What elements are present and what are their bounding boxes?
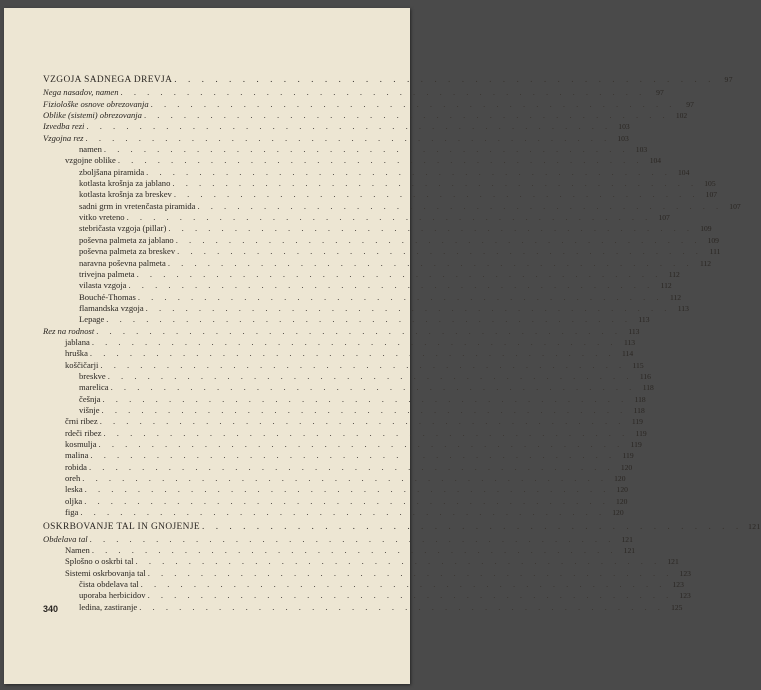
toc-entry-page: 121 [667,557,679,567]
toc-entry-title: Splošno o oskrbi tal [65,556,134,567]
toc-entry-page: 112 [669,292,682,302]
toc-entry-page: 115 [632,360,644,370]
toc-entry-title: kosmulja [65,439,97,449]
toc-entry-title: Fiziološke osnove obrezovanja [43,98,149,109]
toc-entry-title: Bouché-Thomas [79,291,136,302]
toc-entry-title: hruška [65,348,88,359]
toc-entry-page: 113 [677,303,689,313]
toc-entry [43,556,679,567]
toc-entry [43,132,629,144]
toc-leader-dots: . . . . . . . . . . . . . . . . . . . . . . . . . . . . . . . . . . . . . . . . [91,336,618,347]
table-of-contents [43,74,761,613]
toc-entry-page: 113 [638,315,650,325]
toc-entry [43,348,634,359]
toc-leader-dots: . . . . . . . . . . . . . . . . . . . . . . . . . . . . . . . . . . . . . . . . [85,132,611,143]
toc-entry-title: figa [65,507,79,518]
toc-entry-page: 116 [639,371,651,381]
page-number: 340 [43,604,59,614]
toc-entry [43,234,719,246]
toc-leader-dots: . . . . . . . . . . . . . . . . . . . . . . . . . . . . . . . . . . . . . . . . [84,484,610,495]
toc-entry-page: 120 [612,508,624,518]
toc-entry [43,144,648,155]
toc-leader-dots: . . . . . . . . . . . . . . . . . . . . . . . . . . . . . . . . . . . . . . . . [84,495,610,506]
toc-entry-title: Vzgojna rez [43,132,84,143]
toc-entry-page: 107 [705,190,718,200]
toc-entry [43,545,636,556]
toc-entry-page: 102 [675,111,688,121]
toc-entry [43,155,662,166]
toc-leader-dots: . . . . . . . . . . . . . . . . . . . . . . . . . . . . . . . . . . . . . . . . [174,75,715,85]
toc-entry-page: 109 [707,235,719,245]
toc-entry-page: 104 [678,167,690,177]
toc-entry [43,223,712,234]
toc-entry [43,178,716,189]
toc-entry-title: poševna palmeta za breskev [79,246,176,257]
toc-leader-dots: . . . . . . . . . . . . . . . . . . . . . . . . . . . . . . . . . . . . . . . . [145,302,671,313]
toc-entry-title: kotlasta krošnja za breskev [79,189,172,200]
toc-entry [43,521,761,533]
toc-entry-title: marelica [79,382,109,393]
toc-entry [43,473,626,484]
toc-entry-page: 97 [724,75,733,84]
toc-entry-title: črni ribez [65,416,98,427]
toc-entry [43,74,733,85]
toc-entry-page: 107 [729,201,741,211]
toc-entry-page: 121 [623,546,636,556]
toc-entry-title: Izvedba rezi [43,121,85,132]
toc-entry-title: uporaba herbicidov [79,590,146,601]
toc-entry-page: 118 [642,383,654,393]
toc-leader-dots: . . . . . . . . . . . . . . . . . . . . . . . . . . . . . . . . . . . . . . . . [168,223,694,234]
toc-entry-page: 121 [748,522,761,532]
toc-leader-dots: . . . . . . . . . . . . . . . . . . . . . . . . . . . . . . . . . . . . . . . . [136,268,662,279]
toc-leader-dots: . . . . . . . . . . . . . . . . . . . . . . . . . . . . . . . . . . . . . . . . [135,556,661,567]
toc-entry-page: 120 [616,485,628,495]
toc-entry [43,404,645,416]
toc-entry [43,166,690,178]
toc-entry-title: trivejna palmeta [79,268,135,279]
toc-entry-title: vilasta vzgoja [79,280,127,291]
toc-entry-page: 104 [649,156,662,166]
toc-entry-title: višnje [79,404,100,415]
toc-leader-dots: . . . . . . . . . . . . . . . . . . . . . . . . . . . . . . . . . . . . . . . . [88,461,615,472]
toc-entry-page: 112 [699,258,712,268]
toc-entry [43,302,689,314]
toc-leader-dots: . . . . . . . . . . . . . . . . . . . . . . . . . . . . . . . . . . . . . . . . [106,314,632,325]
toc-entry-title: VZGOJA SADNEGA DREVJA [43,75,173,85]
toc-leader-dots: . . . . . . . . . . . . . . . . . . . . . . . . . . . . . . . . . . . . . . . . [173,189,700,200]
toc-entry-page: 118 [634,394,646,404]
toc-leader-dots: . . . . . . . . . . . . . . . . . . . . . . . . . . . . . . . . . . . . . . . . [102,393,628,404]
toc-entry [43,87,664,98]
toc-entry-page: 121 [621,534,633,544]
toc-entry-page: 120 [614,474,626,484]
toc-entry [43,110,688,121]
toc-entry-page: 113 [628,326,640,336]
toc-entry-title: flamandska vzgoja [79,302,144,313]
toc-entry [43,427,647,439]
toc-entry [43,98,694,110]
toc-entry [43,382,654,393]
toc-entry-page: 125 [671,602,683,612]
toc-entry-page: 114 [622,349,634,359]
toc-entry-page: 123 [679,591,691,601]
toc-leader-dots: . . . . . . . . . . . . . . . . . . . . . . . . . . . . . . . . . . . . . . . . [96,325,622,336]
toc-entry [43,590,691,601]
toc-entry [43,495,628,507]
toc-entry [43,461,633,473]
toc-entry [43,280,672,291]
toc-entry [43,416,643,427]
toc-leader-dots: . . . . . . . . . . . . . . . . . . . . . . . . . . . . . . . . . . . . . . . . [128,280,654,291]
toc-entry-title: Lepage [79,314,105,325]
toc-entry-title: poševna palmeta za jablano [79,234,174,245]
toc-entry-page: 118 [633,405,645,415]
toc-leader-dots: . . . . . . . . . . . . . . . . . . . . . . . . . . . . . . . . . . . . . . . . [150,98,676,109]
toc-leader-dots: . . . . . . . . . . . . . . . . . . . . . . . . . . . . . . . . . . . . . . . . [120,87,646,98]
toc-leader-dots: . . . . . . . . . . . . . . . . . . . . . . . . . . . . . . . . . . . . . . . . [86,121,612,132]
toc-entry [43,359,644,371]
toc-entry-page: 105 [704,179,716,189]
toc-entry [43,314,650,325]
toc-entry-title: robida [65,461,87,472]
toc-entry-page: 119 [630,440,642,449]
toc-entry-page: 119 [635,428,647,438]
toc-leader-dots: . . . . . . . . . . . . . . . . . . . . . . . . . . . . . . . . . . . . . . . . [117,155,644,166]
toc-entry-title: leska [65,484,83,495]
toc-entry [43,370,651,382]
toc-leader-dots: . . . . . . . . . . . . . . . . . . . . . . . . . . . . . . . . . . . . . . . . [140,579,666,590]
toc-entry-page: 107 [658,213,670,223]
toc-entry-title: vzgojne oblike [65,155,116,166]
toc-leader-dots: . . . . . . . . . . . . . . . . . . . . . . . . . . . . . . . . . . . . . . . . [197,200,723,211]
toc-entry-title: češnja [79,393,101,404]
toc-entry [43,450,634,461]
toc-entry [43,336,636,348]
toc-entry-title: Nega nasadov, namen [43,87,119,98]
toc-entry-title: jablana [65,336,90,347]
toc-leader-dots: . . . . . . . . . . . . . . . . . . . . . . . . . . . . . . . . . . . . . . . . [80,507,606,518]
toc-entry-title: malina [65,450,89,461]
toc-entry [43,533,633,545]
toc-entry [43,507,624,518]
toc-leader-dots: . . . . . . . . . . . . . . . . . . . . . . . . . . . . . . . . . . . . . . . . [139,601,665,612]
toc-leader-dots: . . . . . . . . . . . . . . . . . . . . . . . . . . . . . . . . . . . . . . . . [147,590,673,601]
toc-leader-dots: . . . . . . . . . . . . . . . . . . . . . . . . . . . . . . . . . . . . . . . . [167,257,694,268]
toc-entry-title: naravna poševna palmeta [79,257,166,268]
toc-leader-dots: . . . . . . . . . . . . . . . . . . . . . . . . . . . . . . . . . . . . . . . . [110,382,636,393]
toc-entry-title: koščičarji [65,359,99,370]
toc-entry-page: 119 [622,451,634,461]
toc-leader-dots: . . . . . . . . . . . . . . . . . . . . . . . . . . . . . . . . . . . . . . . . [90,450,616,461]
toc-leader-dots: . . . . . . . . . . . . . . . . . . . . . . . . . . . . . . . . . . . . . . . . [147,567,673,578]
toc-leader-dots: . . . . . . . . . . . . . . . . . . . . . . . . . . . . . . . . . . . . . . . . [101,404,627,415]
toc-entry-page: 123 [672,580,684,590]
toc-entry-page: 97 [686,99,694,109]
toc-entry-title: Sistemi oskrbovanja tal [65,567,146,578]
toc-entry [43,439,642,450]
toc-leader-dots: . . . . . . . . . . . . . . . . . . . . . . . . . . . . . . . . . . . . . . . . [82,473,608,484]
toc-entry-title: breskve [79,370,106,381]
toc-entry-title: OSKRBOVANJE TAL IN GNOJENJE [43,522,201,533]
toc-leader-dots: . . . . . . . . . . . . . . . . . . . . . . . . . . . . . . . . . . . . . . . . [89,533,615,544]
toc-entry-page: 112 [660,281,672,291]
toc-entry-page: 103 [635,145,648,155]
toc-entry-page: 103 [617,133,629,143]
toc-entry [43,121,630,132]
toc-entry [43,291,682,303]
toc-entry [43,325,640,337]
toc-leader-dots: . . . . . . . . . . . . . . . . . . . . . . . . . . . . . . . . . . . . . . . . [91,545,618,556]
toc-entry [43,246,721,257]
toc-leader-dots: . . . . . . . . . . . . . . . . . . . . . . . . . . . . . . . . . . . . . . . . [177,246,703,257]
toc-entry [43,567,691,579]
toc-entry-page: 112 [668,269,680,279]
toc-entry [43,212,670,223]
toc-leader-dots: . . . . . . . . . . . . . . . . . . . . . . . . . . . . . . . . . . . . . . . . [89,348,616,359]
toc-entry [43,484,628,495]
toc-leader-dots: . . . . . . . . . . . . . . . . . . . . . . . . . . . . . . . . . . . . . . . . [107,370,633,381]
toc-leader-dots: . . . . . . . . . . . . . . . . . . . . . . . . . . . . . . . . . . . . . . . . [100,359,626,370]
toc-entry-title: vitko vreteno [79,212,125,223]
book-page [4,8,761,684]
toc-entry [43,579,684,590]
toc-leader-dots: . . . . . . . . . . . . . . . . . . . . . . . . . . . . . . . . . . . . . . . . [103,144,630,155]
toc-entry-title: Namen [65,545,90,556]
toc-entry [43,601,683,613]
toc-entry-title: sadni grm in vretenčasta piramida [79,200,196,211]
toc-leader-dots: . . . . . . . . . . . . . . . . . . . . . . . . . . . . . . . . . . . . . . . . [98,439,624,449]
toc-leader-dots: . . . . . . . . . . . . . . . . . . . . . . . . . . . . . . . . . . . . . . . . [126,212,652,223]
toc-leader-dots: . . . . . . . . . . . . . . . . . . . . . . . . . . . . . . . . . . . . . . . . [99,416,625,427]
toc-entry [43,268,680,280]
toc-entry-page: 120 [620,462,633,472]
toc-entry [43,393,646,405]
toc-entry-title: Oblike (sistemi) obrezovanja [43,110,142,121]
toc-entry-title: čista obdelava tal [79,579,139,590]
toc-leader-dots: . . . . . . . . . . . . . . . . . . . . . . . . . . . . . . . . . . . . . . . . [143,110,670,121]
toc-entry-page: 109 [700,224,712,234]
toc-entry-title: ledina, zastiranje [79,601,138,612]
toc-leader-dots: . . . . . . . . . . . . . . . . . . . . . . . . . . . . . . . . . . . . . . . . [175,234,701,245]
toc-leader-dots: . . . . . . . . . . . . . . . . . . . . . . . . . . . . . . . . . . . . . . . . [103,427,629,438]
toc-leader-dots: . . . . . . . . . . . . . . . . . . . . . . . . . . . . . . . . . . . . . . . . [137,291,664,302]
toc-entry [43,200,741,212]
toc-leader-dots: . . . . . . . . . . . . . . . . . . . . . . . . . . . . . . . . . . . . . . . . [146,166,672,177]
toc-entry-title: rdeči ribez [65,427,102,438]
toc-entry-title: Rez na rodnost [43,325,95,336]
toc-entry-title: stebričasta vzgoja (pillar) [79,223,167,234]
toc-entry-page: 120 [616,496,628,506]
toc-entry-page: 119 [631,417,643,427]
toc-entry-page: 103 [618,122,630,132]
toc-leader-dots: . . . . . . . . . . . . . . . . . . . . . . . . . . . . . . . . . . . . . . . . [172,178,698,189]
toc-entry-page: 97 [656,88,664,98]
toc-entry-title: oreh [65,473,81,484]
toc-entry-page: 113 [623,337,636,347]
toc-entry-title: kotlasta krošnja za jablano [79,178,171,189]
toc-entry-title: oljka [65,495,83,506]
toc-entry-title: zboljšana piramida [79,166,145,177]
toc-leader-dots: . . . . . . . . . . . . . . . . . . . . . . . . . . . . . . . . . . . . . . . . [202,522,743,533]
toc-entry-title: namen [79,144,102,155]
toc-entry [43,257,712,269]
toc-entry-page: 111 [709,247,721,257]
toc-entry [43,189,718,200]
toc-entry-page: 123 [679,568,691,578]
toc-entry-title: Obdelava tal [43,533,88,544]
